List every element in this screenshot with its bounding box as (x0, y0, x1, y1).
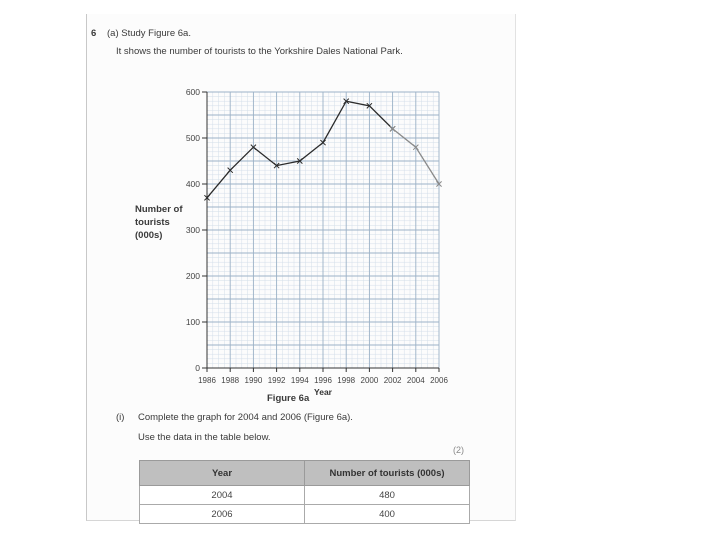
exam-page (86, 14, 516, 521)
y-tick-label: 100 (185, 317, 200, 327)
x-tick-label: 2002 (383, 376, 402, 385)
y-tick-label: 500 (185, 133, 200, 143)
x-tick-label: 1992 (267, 376, 286, 385)
y-tick-label: 300 (185, 225, 200, 235)
x-tick-label: 2000 (360, 376, 379, 385)
y-tick-label: 0 (195, 363, 200, 373)
x-axis-title: Year (314, 387, 332, 397)
y-axis-label-line-3: (000s) (135, 230, 163, 241)
question-number: 6 (91, 28, 97, 39)
x-tick-label: 1998 (337, 376, 356, 385)
y-tick-label: 200 (185, 271, 200, 281)
subquestion-text: Complete the graph for 2004 and 2006 (Figure 6a). (138, 412, 353, 423)
table-header-row (140, 461, 470, 486)
table-row (140, 486, 470, 505)
figure-caption: Figure 6a (267, 393, 310, 404)
subquestion-instruction: Use the data in the table below. (138, 432, 271, 443)
x-tick-label: 2004 (406, 376, 425, 385)
table-cell-tourists: 400 (305, 505, 470, 524)
x-tick-label: 2006 (430, 376, 448, 385)
x-tick-label: 1996 (314, 376, 332, 385)
table-cell-tourists: 480 (305, 486, 470, 505)
question-description: It shows the number of tourists to the Yorkshire Dales National Park. (116, 46, 403, 57)
table-header-tourists: Number of tourists (000s) (305, 461, 470, 486)
subquestion-number: (i) (116, 412, 125, 423)
x-tick-label: 1990 (244, 376, 263, 385)
y-tick-label: 600 (185, 87, 200, 97)
tourist-data-table (139, 460, 470, 524)
y-tick-label: 400 (185, 179, 200, 189)
question-part-label: (a) Study Figure 6a. (107, 28, 191, 39)
x-tick-label: 1988 (221, 376, 240, 385)
y-axis-label-line-2: tourists (135, 217, 170, 228)
table-cell-year: 2004 (140, 486, 305, 505)
tourist-line-chart (179, 76, 455, 397)
y-axis-label-line-1: Number of (135, 204, 183, 215)
table-row (140, 505, 470, 524)
x-tick-label: 1986 (198, 376, 216, 385)
table-cell-year: 2006 (140, 505, 305, 524)
x-tick-label: 1994 (290, 376, 309, 385)
table-header-year: Year (140, 461, 305, 486)
marks-label: (2) (453, 445, 464, 455)
